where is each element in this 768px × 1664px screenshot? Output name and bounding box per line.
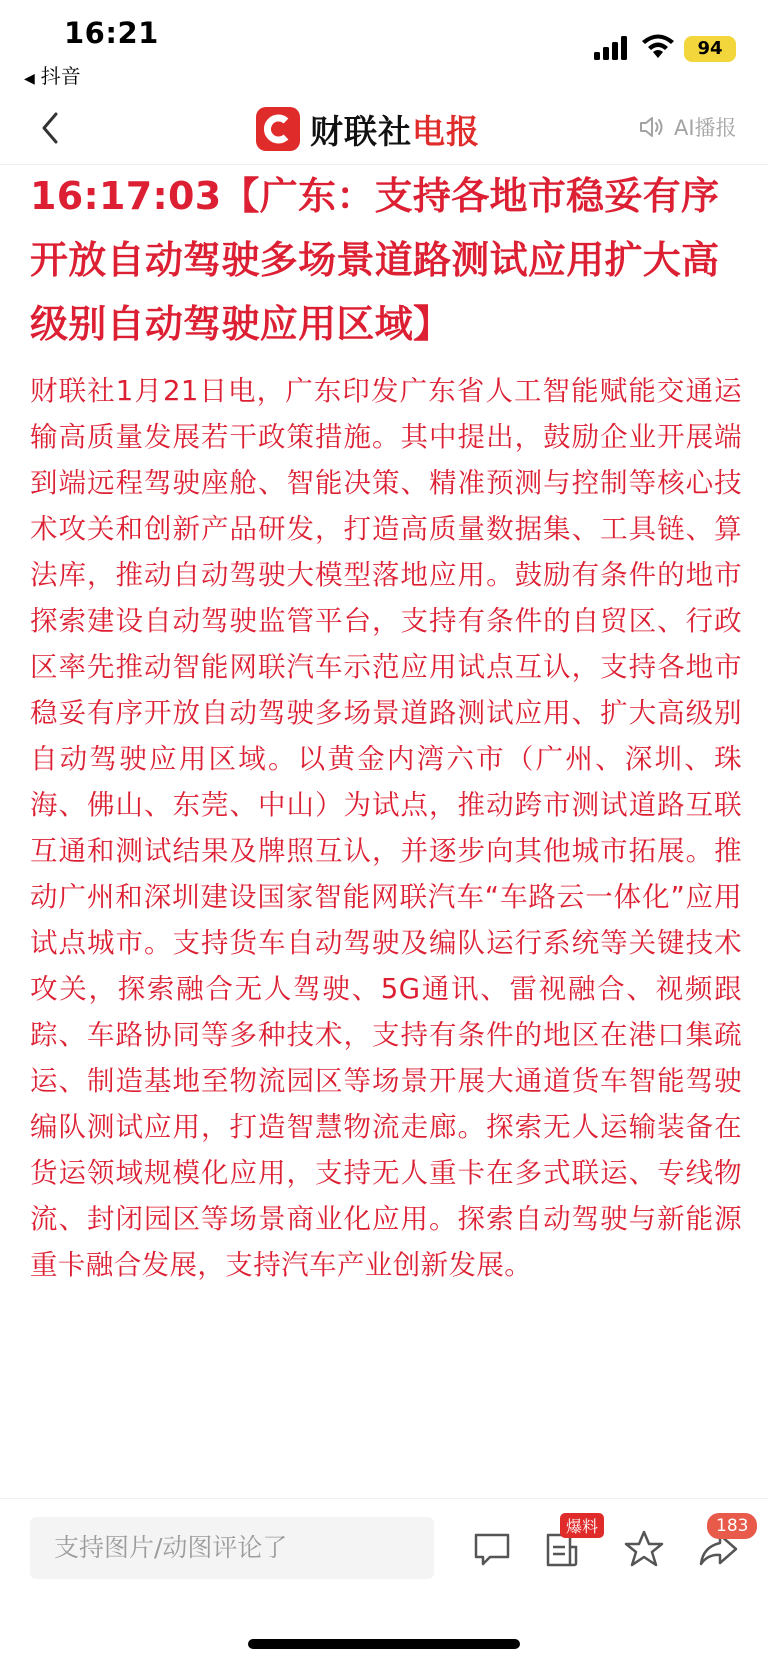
- bottom-action-bar: [0, 1498, 768, 1664]
- back-app-label: 抖音: [40, 64, 81, 88]
- article-headline: 16:17:03【广东：支持各地市稳妥有序开放自动驾驶多场景道路测试应用扩大高级别自动驾驶应用区域】: [30, 174, 720, 346]
- ai-broadcast-button[interactable]: [638, 110, 737, 144]
- comment-icon[interactable]: [470, 1527, 514, 1571]
- cls-logo-icon: [256, 107, 300, 151]
- brand-name-black: 财联社: [310, 111, 412, 151]
- back-to-app-button[interactable]: [24, 60, 81, 89]
- brand-name-red: 电报: [412, 111, 480, 151]
- nav-bar: [0, 96, 768, 165]
- battery-indicator: 94: [684, 36, 736, 62]
- ai-broadcast-label: AI播报: [674, 116, 737, 140]
- report-badge: 爆料: [560, 1513, 604, 1538]
- share-count-badge: 183: [707, 1513, 757, 1539]
- cellular-signal-icon: [594, 36, 630, 60]
- status-time: 16:21: [64, 16, 159, 50]
- comment-input[interactable]: 支持图片/动图评论了: [30, 1517, 434, 1579]
- favorite-star-icon[interactable]: [622, 1527, 666, 1571]
- back-triangle-icon: ◀: [24, 71, 35, 87]
- brand-logo: [256, 104, 480, 154]
- wifi-icon: [640, 34, 676, 60]
- article-body: 财联社1月21日电，广东印发广东省人工智能赋能交通运输高质量发展若干政策措施。其中提出，鼓励企业开展端到端远程驾驶座舱、智能决策、精准预测与控制等核心技术攻关和创新产品研发，打造高质量数据集、工具链、算法库，推动自动驾驶大模型落地应用。鼓励有条件的地市探索建设自动驾驶监管平台，支持有条件的自贸区、行政区率先推动智能网联汽车示范应用试点互认，支持各地市稳妥有序开放自动驾驶多场景道路测试应用、扩大高级别自动驾驶应用区域。以黄金内湾六市（广州、深圳、珠海、佛山、东莞、中山）为试点，推动跨市测试道路互联互通和测试结果及牌照互认，并逐步向其他城市拓展。推动广州和深圳建设国家智能网联汽车“车路云一体化”应用试点城市。支持货车自动驾驶及编队运行系统等关键技术攻关，探索融合无人驾驶、5G通讯、雷视融合、视频跟踪、车路协同等多种技术，支持有条件的地区在港口集疏运、制造基地至物流园区等场景开展大通道货车智能驾驶编队测试应用，打造智慧物流走廊。探索无人运输装备在货运领域规模化应用，支持无人重卡在多式联运、专线物流、封闭园区等场景商业化应用。探索自动驾驶与新能源重卡融合发展，支持汽车产业创新发展。: [30, 375, 742, 1281]
- brand-name: [310, 106, 480, 153]
- back-chevron-icon[interactable]: [38, 108, 62, 148]
- home-indicator[interactable]: [248, 1639, 520, 1649]
- article: [30, 164, 742, 1288]
- speaker-icon: [638, 114, 666, 140]
- status-bar: [0, 0, 768, 90]
